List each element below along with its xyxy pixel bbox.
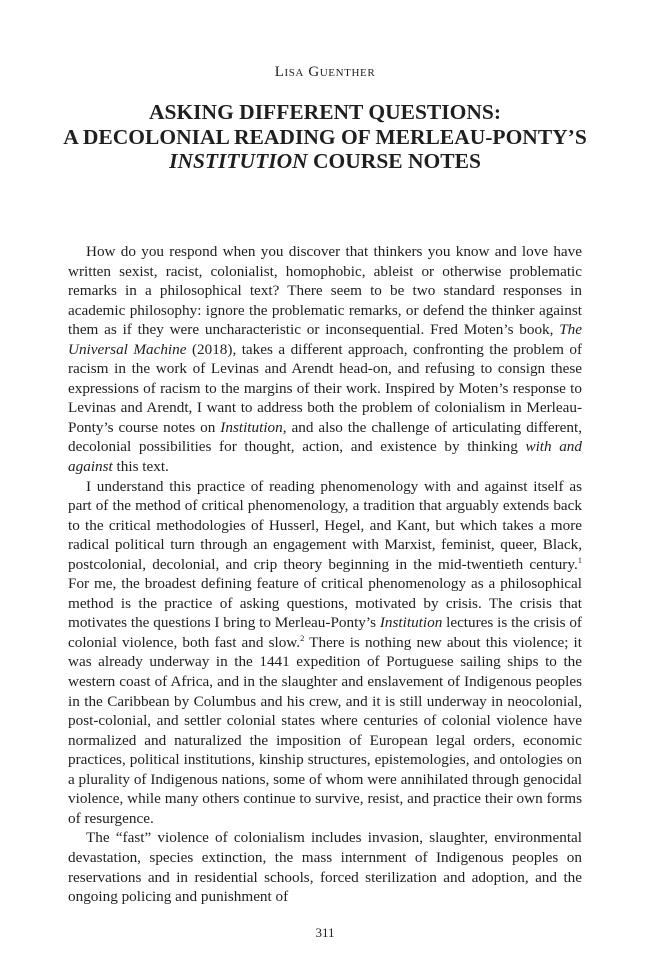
p1-institution-title: Institution	[220, 418, 283, 436]
p2-text-d: There is nothing new about this violence; it was already underway in the 1441 expedition of Portuguese sailing ships to the western coast of Africa, and in the slaughter and enslavement of Indigenous peoples in the Caribbean by Columbus and his crew, and it is still underway in neocolonial, post-colonial, and settler colonial states where centuries of colonial violence have normalized and naturalized the imposition of European legal orders, economic practices, political institutions, kinship structures, epistemologies, and ontologies on a plurality of Indigenous nations, some of whom were annihilated through genocidal violence, while many others continue to survive, resist, and practice their own forms of resurgence.	[68, 633, 583, 827]
title-line-2: A DECOLONIAL READING OF MERLEAU-PONTY’S	[63, 124, 587, 149]
p1-text-b: (2018), takes a different approach, confronting the problem of racism in the work of Levinas and Arendt head-on, and refusing to consign these expressions of racism to the margins of their work. Inspired by Moten’s response to Levinas and Arendt, I want to address both the problem of colonialism in Merleau-Ponty’s course notes on	[68, 340, 583, 436]
paragraph-1	[68, 242, 582, 477]
paragraph-2	[68, 477, 582, 829]
page-number: 311	[315, 925, 335, 940]
paragraph-3	[68, 828, 582, 906]
p2-text-c: lectures is the crisis of colonial violence, both fast and slow.	[68, 614, 582, 651]
title-line-3-rest: COURSE NOTES	[307, 149, 481, 173]
p1-emphasis: with and against	[68, 438, 582, 476]
p3-text-a: The “fast” violence of colonialism includes invasion, slaughter, environmental devastation, species extinction, the mass internment of Indigenous peoples on reservations and in residential schools, forced sterilization and adoption, and the ongoing policing and punishment of	[68, 829, 582, 906]
footnote-ref-1[interactable]: 1	[577, 554, 582, 565]
p2-text-b: For me, the broadest defining feature of critical phenomenology as a philosophical method is the practice of asking questions, motivated by crisis. The crisis that motivates the questions I bring to Merleau-Ponty’s	[68, 575, 582, 632]
p1-book-title: The Universal Machine	[68, 321, 582, 358]
title-line-3	[40, 149, 610, 174]
running-head-author: Lisa Guenther	[274, 64, 376, 80]
body-text	[68, 242, 582, 907]
footnote-ref-2[interactable]: 2	[300, 632, 305, 643]
p1-text-a: How do you respond when you discover that thinkers you know and love have written sexist, racist, colonialist, homophobic, ableist or otherwise problematic remarks in a philosophical text? There seem to be two standard responses in academic philosophy: ignore the problematic remarks, or defend the thinker against them as if they were uncharacteristic or inconsequential. Fred Moten’s book,	[68, 243, 582, 339]
title-line-1: ASKING DIFFERENT QUESTIONS:	[148, 100, 502, 124]
p2-text-a: I understand this practice of reading phenomenology with and against itself as part of the method of critical phenomenology, a tradition that arguably extends back to the critical methodologies of Husserl, Hegel, and Kant, but which takes a more radical political turn through an engagement with Marxist, feminist, queer, Black, postcolonial, decolonial, and crip theory beginning in the mid-twentieth century.	[68, 477, 582, 573]
p1-text-c: , and also the challenge of articulating different, decolonial possibilities for thought, action, and existence by thinking	[68, 418, 582, 456]
p2-institution-title: Institution	[379, 614, 443, 632]
p1-text-d: this text.	[112, 458, 169, 476]
title-italic-institution: INSTITUTION	[169, 149, 308, 173]
chapter-title	[40, 100, 610, 174]
